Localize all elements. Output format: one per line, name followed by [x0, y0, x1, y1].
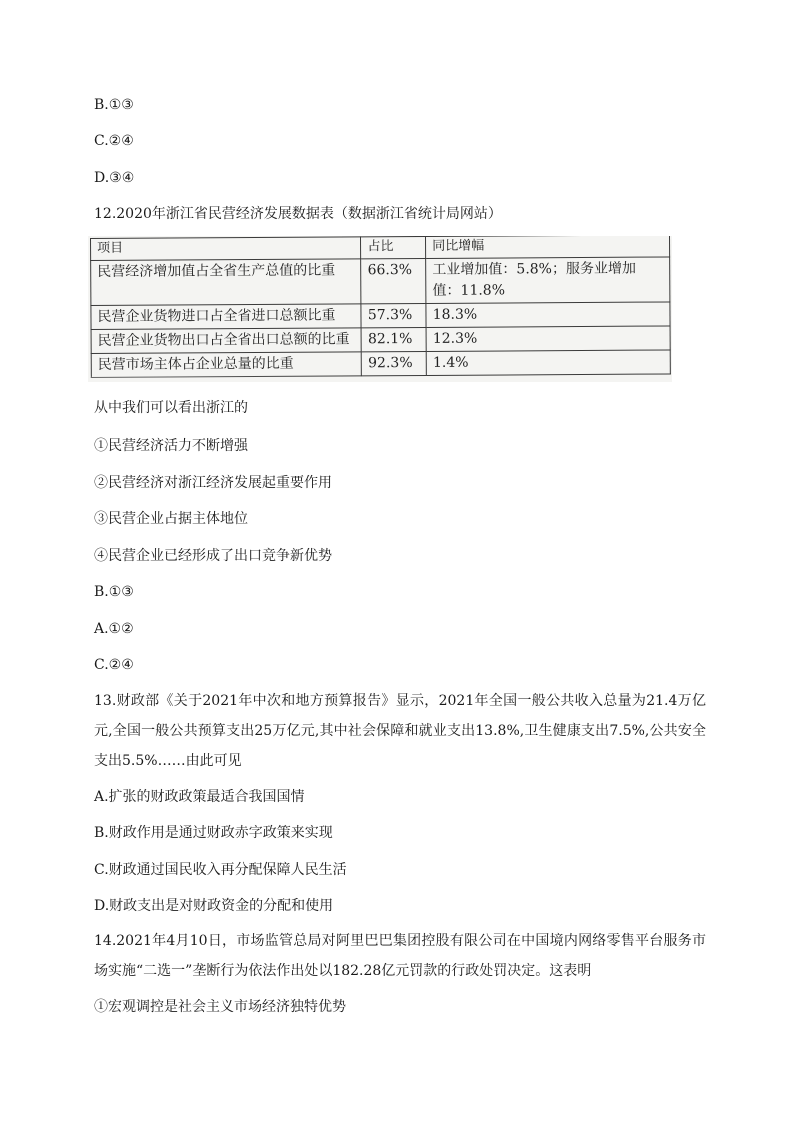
- table-cell: 82.1%: [361, 327, 426, 351]
- table-cell: 1.4%: [426, 350, 670, 375]
- q12-statement-1: ①民营经济活力不断增强: [94, 438, 248, 454]
- data-table: [90, 236, 671, 378]
- q13-option-d: D.财政支出是对财政资金的分配和使用: [94, 898, 334, 914]
- q14-statement-1: ①宏观调控是社会主义市场经济独特优势: [94, 999, 346, 1015]
- table-cell: 18.3%: [426, 302, 670, 327]
- table-cell: 66.3%: [361, 258, 426, 303]
- q12-lead: 从中我们可以看出浙江的: [94, 400, 248, 416]
- q12-statement-4: ④民营企业已经形成了出口竞争新优势: [94, 548, 332, 564]
- table-cell: 民营企业货物出口占全省出口总额的比重: [91, 328, 362, 354]
- table-cell: 92.3%: [362, 351, 427, 375]
- q13-option-a: A.扩张的财政政策最适合我国国情: [94, 789, 305, 805]
- q13-option-c: C.财政通过国民收入再分配保障人民生活: [94, 862, 347, 878]
- q11-option-d: D.③④: [94, 170, 135, 186]
- header-share: 占比: [361, 236, 426, 258]
- header-item: 项目: [91, 237, 361, 261]
- photo-edge: [88, 376, 672, 382]
- table-cell: 民营经济增加值占全省生产总值的比重: [91, 259, 362, 306]
- table-cell: 民营企业货物进口占全省进口总额比重: [91, 304, 362, 330]
- table-row: [91, 350, 670, 378]
- table-cell: 工业增加值：5.8%；服务业增加值：11.8%: [426, 257, 670, 303]
- q12-stem: 12.2020年浙江省民营经济发展数据表（数据浙江省统计局网站）: [94, 206, 502, 222]
- table-row: [91, 326, 670, 354]
- q12-option-a: A.①②: [94, 621, 134, 637]
- table-cell: 57.3%: [361, 303, 426, 327]
- table-cell: 12.3%: [426, 326, 670, 351]
- q12-option-b: B.①③: [94, 584, 134, 600]
- q12-statement-3: ③民营企业占据主体地位: [94, 511, 248, 527]
- q11-option-b: B.①③: [94, 97, 134, 113]
- table-row: [91, 257, 670, 306]
- table-row: [91, 302, 670, 330]
- q13-option-b: B.财政作用是通过财政赤字政策来实现: [94, 825, 333, 841]
- q12-option-c: C.②④: [94, 657, 134, 673]
- q11-option-c: C.②④: [94, 133, 134, 149]
- table-cell: 民营市场主体占企业总量的比重: [91, 352, 362, 378]
- q14-stem: 14.2021年4月10日，市场监管总局对阿里巴巴集团控股有限公司在中国境内网络零售平台服务市场实施“二选一”垄断行为依法作出处以182.28亿元罚款的行政处罚决定。这表明: [94, 933, 706, 979]
- q12-statement-2: ②民营经济对浙江经济发展起重要作用: [94, 475, 332, 491]
- q13-stem: 13.财政部《关于2021年中次和地方预算报告》显示，2021年全国一般公共收入总量为21.4万亿元,全国一般公共预算支出25万亿元,其中社会保障和就业支出13.8%,卫生健康支出7.5%,公共安全支出5.5%……由此可见: [94, 693, 706, 769]
- header-growth: 同比增幅: [426, 236, 670, 258]
- data-table-photo: [88, 236, 672, 382]
